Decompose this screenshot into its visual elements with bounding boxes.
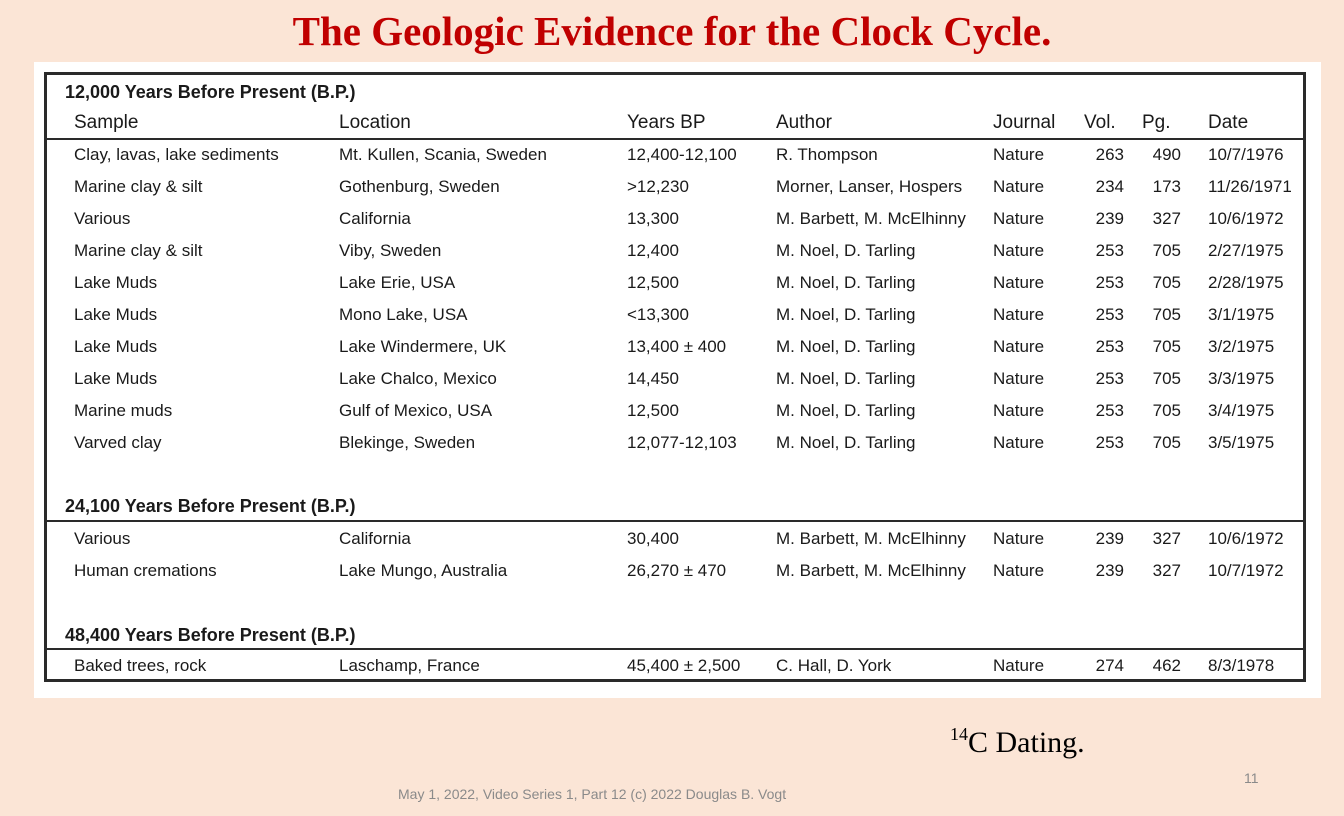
cell-vol: 253 [1095,369,1124,388]
cell-author: R. Thompson [776,145,878,164]
cell-vol: 239 [1095,209,1124,228]
table-row [34,396,1321,426]
cell-sample: Varved clay [74,433,162,452]
column-header-author: Author [776,112,832,133]
cell-journal: Nature [993,529,1045,548]
cell-date: 3/3/1975 [1208,369,1275,388]
column-header-journal: Journal [993,112,1056,133]
cell-sample: Marine clay & silt [74,177,203,196]
cell-pg: 705 [1152,433,1181,452]
table-row [34,140,1321,170]
section-heading-12000: 12,000 Years Before Present (B.P.) [65,82,356,102]
cell-pg: 173 [1152,177,1181,196]
cell-pg: 327 [1152,561,1181,580]
cell-vol: 253 [1095,433,1124,452]
cell-years-bp: 30,400 [627,529,679,548]
cell-location: Mono Lake, USA [339,305,468,324]
carbon-dating-text: C Dating. [968,726,1085,759]
cell-years-bp: 13,300 [627,209,679,228]
column-header-years-bp: Years BP [627,112,706,133]
cell-date: 10/7/1972 [1208,561,1284,580]
cell-journal: Nature [993,305,1045,324]
cell-date: 10/7/1976 [1208,145,1284,164]
cell-journal: Nature [993,561,1045,580]
cell-author: M. Noel, D. Tarling [776,401,916,420]
cell-journal: Nature [993,369,1045,388]
cell-sample: Lake Muds [74,337,158,356]
table-row [34,364,1321,394]
cell-sample: Human cremations [74,561,217,580]
cell-journal: Nature [993,273,1045,292]
column-header-pg: Pg. [1142,112,1171,133]
carbon-isotope-superscript: 14 [950,724,968,744]
cell-pg: 705 [1152,273,1181,292]
cell-author: M. Barbett, M. McElhinny [776,529,966,548]
cell-years-bp: 12,500 [627,401,679,420]
cell-author: M. Noel, D. Tarling [776,273,916,292]
cell-location: Gulf of Mexico, USA [339,401,493,420]
cell-author: M. Noel, D. Tarling [776,305,916,324]
cell-location: California [339,529,411,548]
column-header-sample: Sample [74,112,139,133]
cell-author: M. Noel, D. Tarling [776,337,916,356]
cell-vol: 253 [1095,273,1124,292]
cell-journal: Nature [993,145,1045,164]
cell-sample: Lake Muds [74,273,158,292]
cell-author: M. Barbett, M. McElhinny [776,561,966,580]
cell-date: 3/4/1975 [1208,401,1275,420]
cell-journal: Nature [993,337,1045,356]
cell-date: 8/3/1978 [1208,656,1275,675]
cell-location: Lake Erie, USA [339,273,456,292]
slide-title: The Geologic Evidence for the Clock Cycle. [292,8,1052,54]
cell-sample: Baked trees, rock [74,656,207,675]
cell-pg: 462 [1152,656,1181,675]
cell-location: Blekinge, Sweden [339,433,476,452]
cell-years-bp: 13,400 ± 400 [627,337,727,356]
cell-date: 11/26/1971 [1208,177,1292,196]
cell-years-bp: 12,400-12,100 [627,145,737,164]
table-row [34,300,1321,330]
cell-journal: Nature [993,656,1045,675]
cell-location: Lake Chalco, Mexico [339,369,497,388]
table-row [34,428,1321,458]
cell-date: 10/6/1972 [1208,529,1284,548]
table-row [34,204,1321,234]
cell-vol: 253 [1095,305,1124,324]
cell-vol: 263 [1095,145,1124,164]
cell-pg: 705 [1152,337,1181,356]
page-number: 11 [1244,770,1259,786]
cell-location: Lake Windermere, UK [339,337,507,356]
cell-pg: 705 [1152,369,1181,388]
cell-sample: Lake Muds [74,369,158,388]
cell-years-bp: >12,230 [627,177,689,196]
cell-author: C. Hall, D. York [776,656,892,675]
cell-date: 3/1/1975 [1208,305,1275,324]
cell-date: 2/28/1975 [1208,273,1284,292]
section-heading-48400: 48,400 Years Before Present (B.P.) [65,625,356,645]
section-divider [47,648,1306,650]
cell-years-bp: 12,077-12,103 [627,433,737,452]
cell-pg: 490 [1152,145,1181,164]
cell-author: Morner, Lanser, Hospers [776,177,963,196]
cell-years-bp: 26,270 ± 470 [627,561,727,580]
cell-author: M. Barbett, M. McElhinny [776,209,966,228]
table-row [34,556,1321,586]
column-header-location: Location [339,112,411,133]
section-heading-24100: 24,100 Years Before Present (B.P.) [65,496,356,516]
cell-sample: Clay, lavas, lake sediments [74,145,279,164]
cell-author: M. Noel, D. Tarling [776,369,916,388]
cell-pg: 705 [1152,241,1181,260]
cell-date: 10/6/1972 [1208,209,1284,228]
cell-pg: 327 [1152,529,1181,548]
cell-vol: 274 [1095,656,1124,675]
cell-pg: 705 [1152,305,1181,324]
cell-years-bp: 12,500 [627,273,679,292]
cell-years-bp: 45,400 ± 2,500 [627,656,741,675]
cell-sample: Various [74,529,131,548]
cell-journal: Nature [993,401,1045,420]
cell-pg: 705 [1152,401,1181,420]
table-row [34,172,1321,202]
table-row [34,524,1321,554]
cell-vol: 253 [1095,337,1124,356]
cell-vol: 253 [1095,241,1124,260]
table-row [34,332,1321,362]
cell-location: Viby, Sweden [339,241,442,260]
cell-sample: Various [74,209,131,228]
cell-sample: Lake Muds [74,305,158,324]
table-row [34,651,1321,681]
cell-journal: Nature [993,209,1045,228]
cell-author: M. Noel, D. Tarling [776,433,916,452]
cell-sample: Marine clay & silt [74,241,203,260]
table-row [34,236,1321,266]
cell-vol: 253 [1095,401,1124,420]
cell-years-bp: 12,400 [627,241,679,260]
cell-author: M. Noel, D. Tarling [776,241,916,260]
table-header-row [34,108,1321,138]
cell-vol: 239 [1095,529,1124,548]
section-divider [47,520,1306,522]
column-header-date: Date [1208,112,1249,133]
cell-date: 3/2/1975 [1208,337,1275,356]
table-row [34,268,1321,298]
cell-location: Mt. Kullen, Scania, Sweden [339,145,547,164]
footer-text: May 1, 2022, Video Series 1, Part 12 (c) 2022 Douglas B. Vogt [398,786,787,802]
cell-location: Gothenburg, Sweden [339,177,500,196]
cell-vol: 239 [1095,561,1124,580]
cell-date: 3/5/1975 [1208,433,1275,452]
cell-location: Lake Mungo, Australia [339,561,508,580]
cell-years-bp: <13,300 [627,305,689,324]
cell-journal: Nature [993,433,1045,452]
cell-years-bp: 14,450 [627,369,679,388]
cell-location: California [339,209,411,228]
cell-date: 2/27/1975 [1208,241,1284,260]
carbon-dating-label [950,726,1085,760]
cell-vol: 234 [1095,177,1124,196]
evidence-table [34,62,1321,698]
column-header-vol: Vol. [1084,112,1116,133]
cell-location: Laschamp, France [339,656,480,675]
cell-journal: Nature [993,177,1045,196]
cell-pg: 327 [1152,209,1181,228]
cell-journal: Nature [993,241,1045,260]
cell-sample: Marine muds [74,401,173,420]
